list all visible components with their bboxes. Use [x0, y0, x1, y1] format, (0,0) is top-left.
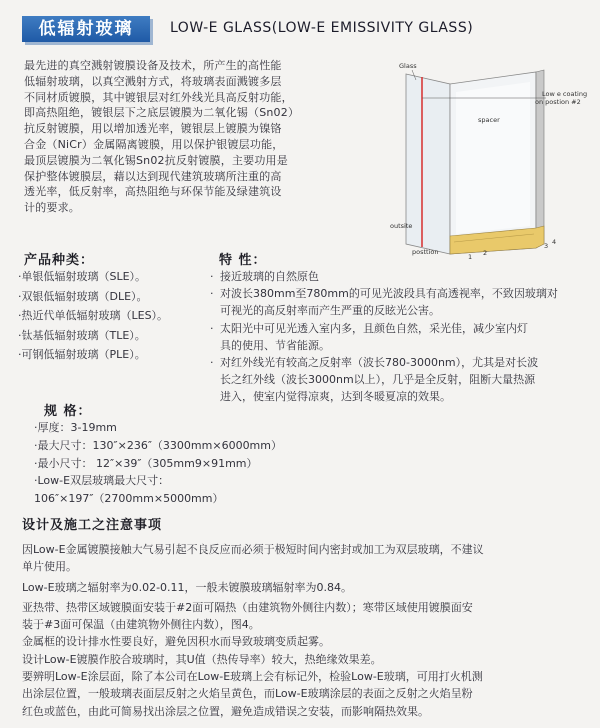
- note-line: 要辨明Low-E涂层面，除了本公司在Low-E玻璃上会有标记外，检验Low-E玻璃，可用打火机测: [22, 670, 483, 684]
- feature-item: · 太阳光中可见光透入室内多，且颜色自然，采光佳，减少室内灯 具的使用、节省能源。: [210, 321, 528, 352]
- specifications-list: [34, 419, 282, 508]
- note-line: 装于#3面可保温（由建筑物外侧往内数），图4。: [22, 618, 260, 632]
- coating-label-1: Low e coating: [542, 90, 588, 98]
- intro-line: 最先进的真空溅射镀膜设备及技术，所产生的高性能: [24, 59, 282, 72]
- list-item: ·最大尺寸：130″×236″（3300mm×6000mm）: [34, 438, 282, 452]
- note-line: 单片使用。: [22, 560, 77, 574]
- position-num-1: 1: [468, 253, 473, 261]
- position-label: posttion: [412, 248, 439, 256]
- spacer-label: spacer: [478, 116, 500, 124]
- page-title-cn: 低辐射玻璃: [22, 16, 150, 42]
- list-item: ·最小尺寸： 12″×39″（305mm9×91mm）: [34, 456, 258, 470]
- note-line: 红色或蓝色，由此可简易找出涂层之位置，避免造成错误之安装，而影响隔热效果。: [22, 704, 429, 718]
- intro-line: 保护整体镀膜层，藉以达到现代建筑玻璃所注重的高: [24, 169, 282, 183]
- list-item: 106″×197″（2700mm×5000mm）: [34, 492, 224, 506]
- features-list: [210, 268, 590, 406]
- intro-line: 低辐射玻璃，以真空溅射方式，将玻璃表面溅镀多层: [24, 74, 282, 88]
- list-item: ·钛基低辐射玻璃（TLE）。: [18, 328, 146, 342]
- insulated-glass-diagram: [386, 58, 600, 263]
- list-item: ·双银低辐射玻璃（DLE）。: [18, 289, 148, 303]
- features-heading: 特 性：: [219, 253, 267, 268]
- glass-highlight: [456, 82, 530, 234]
- product-types-heading: 产品种类：: [24, 253, 95, 268]
- note-line: 设计Low-E镀膜作胶合玻璃时，其U值（热传导率）较大，热绝缘效果差。: [22, 652, 382, 666]
- page-title-en: LOW-E GLASS(LOW-E EMISSIVITY GLASS): [170, 20, 474, 36]
- feature-item: · 对红外线光有较高之反射率（波长780-3000nm），尤其是对长波 长之红外线（波长3000nm以上），几乎是全反射，阻断大量热源 进入，使室内觉得凉爽，达到冬暖夏凉的效果。: [210, 356, 539, 404]
- outer-glass-pane: [406, 74, 450, 254]
- intro-line: 不同材质镀膜，其中镀银层对红外线光具高反射功能，: [24, 90, 293, 104]
- feature-item: · 对波长380mm至780mm的可见光波段具有高透视率，不致因玻璃对 可视光的高反射率而产生严重的反眩光公害。: [210, 287, 558, 318]
- intro-line: 合金（NiCr）金属隔离镀膜，用以保护银镀层功能，: [24, 137, 284, 151]
- position-num-2: 2: [483, 249, 488, 257]
- note-line: Low-E玻璃之辐射率为0.02-0.11，一般未镀膜玻璃辐射率为0.84。: [22, 580, 353, 594]
- notes-heading: 设计及施工之注意事项: [22, 518, 163, 533]
- intro-line: 最顶层镀膜为二氧化锡Sn02抗反射镀膜，主要功用是: [24, 153, 288, 167]
- list-item: ·热近代单低辐射玻璃（LES）。: [18, 309, 169, 322]
- notes-section: [22, 541, 592, 720]
- outsite-label: outsite: [390, 222, 413, 230]
- feature-item: · 接近玻璃的自然原色: [210, 270, 319, 283]
- intro-line: 透光率，低反射率，高热阻绝与环保节能及绿建筑设: [24, 185, 282, 199]
- intro-line: 计的要求。: [24, 201, 80, 215]
- intro-line: 抗反射镀膜，用以增加透光率，镀银层上镀膜为镍铬: [24, 122, 282, 136]
- specifications-heading: 规 格：: [44, 404, 92, 419]
- list-item: ·Low-E双层玻璃最大尺寸：: [34, 474, 170, 488]
- note-line: 因Low-E金属镀膜接触大气易引起不良反应而必须于极短时间内密封或加工为双层玻璃，不建议: [22, 543, 484, 556]
- product-types-list: [18, 267, 168, 365]
- glass-label: Glass: [399, 62, 417, 70]
- position-num-3: 3: [544, 242, 549, 250]
- list-item: ·单银低辐射玻璃（SLE）。: [18, 270, 147, 283]
- coating-label-2: on postion #2: [535, 98, 581, 106]
- note-line: 金属框的设计排水性要良好，避免因积水而导致玻璃变质起雾。: [22, 635, 330, 649]
- intro-line: 即高热阻绝，镀银层下之底层镀膜为二氧化锡（Sn02）: [24, 106, 300, 120]
- position-num-4: 4: [552, 238, 557, 246]
- note-line: 亚热带、热带区域镀膜面安装于#2面可隔热（由建筑物外侧往内数）；寒带区域使用镀膜面安: [22, 600, 473, 614]
- insulated-glass-svg: [386, 58, 600, 263]
- intro-paragraph: [24, 58, 374, 216]
- list-item: ·可钢低辐射玻璃（PLE）。: [18, 348, 146, 361]
- note-line: 出涂层位置，一般玻璃表面层反射之火焰呈黄色，而Low-E玻璃涂层的表面之反射之火焰呈粉: [22, 687, 473, 701]
- list-item: ·厚度：3-19mm: [34, 421, 117, 434]
